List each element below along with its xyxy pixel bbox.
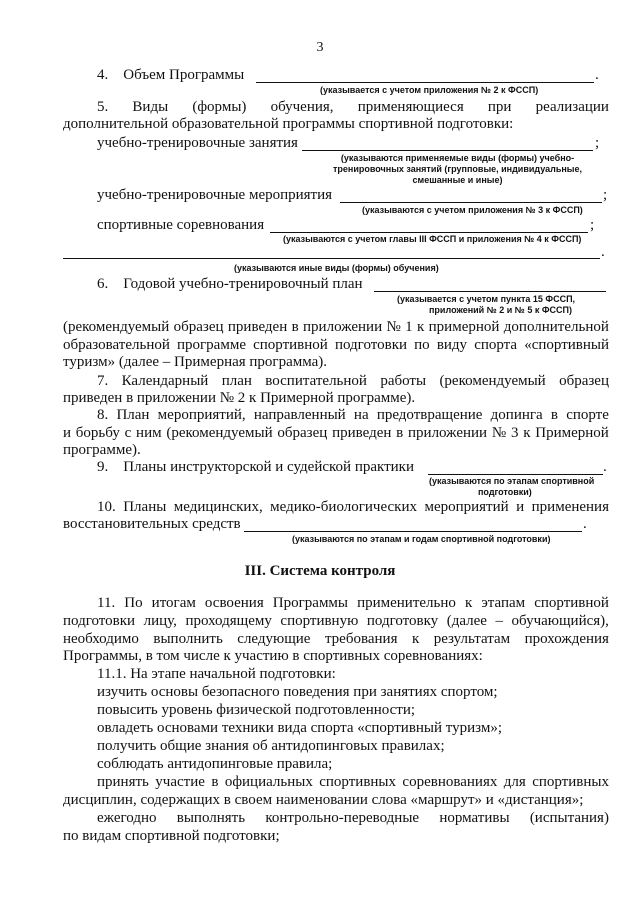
word: в — [396, 425, 404, 441]
word: в — [211, 774, 219, 790]
word: требования — [324, 631, 398, 647]
word: и — [63, 425, 72, 441]
period: . — [603, 459, 607, 475]
word: принять — [97, 774, 149, 790]
word: выполнять — [176, 810, 246, 826]
item-5c-label: спортивные соревнования — [97, 217, 265, 233]
item-6-line-2 — [63, 336, 609, 354]
word: Календарный — [121, 373, 209, 389]
period: . — [595, 67, 599, 83]
word: – — [495, 613, 503, 629]
word: образец — [173, 319, 224, 335]
item-5a-note: (указываются применяемые виды (формы) учебно-тренировочных занятий (групповые, индивидуальные, смешанные и иные) — [332, 153, 583, 185]
item-11-1-title: 11.1. На этапе начальной подготовки: — [97, 666, 336, 682]
word: контрольно-переводные — [265, 810, 420, 826]
section-title: III. Система контроля — [244, 563, 396, 579]
word: применения — [531, 499, 609, 515]
item-5d-blank — [63, 258, 600, 259]
word: 8. — [97, 407, 109, 423]
word: направленный — [253, 407, 346, 423]
requirement-item: получить общие знания об антидопинговых правилах; — [97, 738, 445, 754]
word: приведен — [227, 319, 288, 335]
word: на — [353, 407, 369, 423]
word: образец — [559, 373, 609, 389]
word: № — [491, 425, 507, 441]
item-10-blank — [244, 531, 582, 532]
item-8-line-1 — [97, 406, 609, 424]
word: 3 — [510, 425, 519, 441]
word: спортивных — [319, 774, 397, 790]
word: спорта — [474, 337, 518, 353]
word: программе — [177, 337, 246, 353]
word: нормативы — [439, 810, 510, 826]
word: приложении — [408, 425, 488, 441]
word: воспитательной — [265, 373, 367, 389]
word: в — [550, 407, 558, 423]
word: мероприятий, — [157, 407, 246, 423]
requirement-item: повысить уровень физической подготовленности; — [97, 702, 416, 718]
item-10-line-2: восстановительных средств — [63, 516, 241, 532]
item-9-label: 9. Планы инструкторской и судейской практики — [97, 459, 414, 475]
word: к — [464, 595, 473, 611]
semicolon: ; — [590, 217, 595, 233]
word: виду — [436, 337, 468, 353]
item-5d-note: (указываются иные виды (формы) обучения) — [234, 263, 439, 273]
word: применительно — [357, 595, 456, 611]
word: соревнованиях — [402, 774, 498, 790]
item-5c-note: (указываются с учетом главы III ФССП и приложения № 4 к ФССП) — [283, 234, 582, 244]
requirement-item-line-2: дисциплин, содержащих в своем наименовании слова «маршрут» и «дистанция»; — [63, 792, 584, 808]
requirement-item-line-1 — [97, 809, 609, 827]
word: при — [487, 99, 512, 115]
word: подготовки — [334, 337, 408, 353]
word: мероприятий — [424, 499, 509, 515]
word: 7. — [97, 373, 109, 389]
word: спортивной — [253, 337, 328, 353]
word: (рекомендуемый — [439, 373, 546, 389]
word: ним — [136, 425, 162, 441]
item-8-line-3: программе). — [63, 442, 141, 458]
word: По — [124, 595, 143, 611]
item-4-note: (указывается с учетом приложения № 2 к ФССП) — [320, 85, 539, 95]
item-9-blank — [428, 474, 603, 475]
word: проходящему — [185, 613, 272, 629]
word: № — [386, 319, 401, 335]
item-9-note-1: (указываются по этапам спортивной — [429, 476, 595, 486]
word: спортивную — [280, 613, 359, 629]
item-8-line-2 — [63, 424, 609, 442]
word: официальных — [224, 774, 313, 790]
item-5b-label: учебно-тренировочные мероприятия — [97, 187, 333, 203]
item-5-line-2: дополнительной образовательной программы спортивной подготовки: — [63, 116, 514, 132]
item-6-note-2: приложений № 2 и № 5 к ФССП) — [429, 305, 572, 315]
item-7-line-1 — [97, 372, 609, 390]
word: борьбу — [75, 425, 120, 441]
word: работы — [380, 373, 427, 389]
word: 11. — [97, 595, 116, 611]
item-11-line-1 — [97, 594, 609, 612]
word: медико-биологических — [270, 499, 417, 515]
word: результатам — [433, 631, 511, 647]
item-5c-blank — [270, 232, 588, 233]
word: образовательной — [63, 337, 170, 353]
item-5-line-1 — [97, 98, 609, 116]
word: спортивных — [532, 774, 609, 790]
word: следующие — [237, 631, 311, 647]
word: реализации — [535, 99, 609, 115]
word: План — [116, 407, 150, 423]
word: медицинских, — [173, 499, 263, 515]
item-10-line-1 — [97, 498, 609, 516]
semicolon: ; — [603, 187, 608, 203]
word: приложении — [303, 319, 383, 335]
period: . — [583, 516, 587, 532]
requirement-item: изучить основы безопасного поведения при занятиях спортом; — [97, 684, 498, 700]
item-6-label: 6. Годовой учебно-тренировочный план — [97, 276, 363, 292]
word: подготовку — [366, 613, 439, 629]
word: образец — [277, 425, 328, 441]
word: прохождения — [524, 631, 609, 647]
word: по — [414, 337, 430, 353]
word: этапам — [481, 595, 526, 611]
word: в — [291, 319, 299, 335]
item-11-line-2 — [63, 612, 609, 630]
word: 10. — [97, 499, 116, 515]
semicolon: ; — [595, 135, 600, 151]
period: . — [601, 244, 605, 260]
word: необходимо — [63, 631, 139, 647]
word: применяющиеся — [357, 99, 464, 115]
word: 5. — [97, 99, 109, 115]
word: (испытания) — [529, 810, 609, 826]
word: план — [221, 373, 252, 389]
word: приведен — [332, 425, 392, 441]
requirement-item-line-1 — [97, 773, 609, 791]
item-5b-note: (указываются с учетом приложения № 3 к ФССП) — [362, 205, 583, 215]
word: 1 — [405, 319, 413, 335]
word: для — [503, 774, 526, 790]
word: предотвращение — [376, 407, 483, 423]
word: допинга — [490, 407, 543, 423]
word: примерной — [428, 319, 500, 335]
word: дополнительной — [503, 319, 609, 335]
item-7-line-2: приведен в приложении № 2 к Примерной программе). — [63, 390, 416, 406]
word: участие — [155, 774, 205, 790]
word: к — [411, 631, 420, 647]
word: Примерной — [535, 425, 609, 441]
word: спортивной — [534, 595, 609, 611]
word: «спортивный — [524, 337, 609, 353]
requirement-item: овладеть основами техники вида спорта «спортивный туризм»; — [97, 720, 503, 736]
word: (рекомендуемый — [63, 319, 170, 335]
word: Планы — [123, 499, 167, 515]
word: к — [417, 319, 425, 335]
word: итогам — [151, 595, 196, 611]
item-11-line-4: Программы, в том числе к участию в спортивных соревнованиях: — [63, 648, 483, 664]
requirement-item: соблюдать антидопинговые правила; — [97, 756, 333, 772]
word: освоения — [204, 595, 264, 611]
item-5a-label: учебно-тренировочные занятия — [97, 135, 298, 151]
item-4-blank — [256, 82, 594, 83]
word: лицу, — [143, 613, 177, 629]
word: спорте — [566, 407, 609, 423]
item-4-label: 4. Объем Программы — [97, 67, 245, 83]
item-5a-blank — [302, 150, 593, 151]
word: обучения, — [270, 99, 334, 115]
item-5b-blank — [340, 202, 602, 203]
requirement-item-line-2: по видам спортивной подготовки; — [63, 828, 280, 844]
item-6-line-3: туризм» (далее – Примерная программа). — [63, 354, 328, 370]
word: ежегодно — [97, 810, 157, 826]
item-11-line-3 — [63, 630, 609, 648]
word: выполнить — [153, 631, 223, 647]
item-6-blank — [374, 291, 606, 292]
word: (рекомендуемый — [166, 425, 273, 441]
word: Программы — [272, 595, 349, 611]
item-6-note-1: (указывается с учетом пункта 15 ФССП, — [397, 294, 576, 304]
word: подготовки — [63, 613, 136, 629]
word: с — [124, 425, 132, 441]
word: и — [516, 499, 525, 515]
item-9-note-2: подготовки) — [478, 487, 532, 497]
word: обучающийся), — [511, 613, 609, 629]
word: к — [523, 425, 531, 441]
word: (далее — [446, 613, 487, 629]
item-10-note: (указываются по этапам и годам спортивной подготовки) — [292, 534, 551, 544]
word: (формы) — [192, 99, 247, 115]
word: Виды — [132, 99, 169, 115]
page-number: 3 — [316, 40, 324, 55]
item-6-line-1 — [63, 318, 609, 336]
